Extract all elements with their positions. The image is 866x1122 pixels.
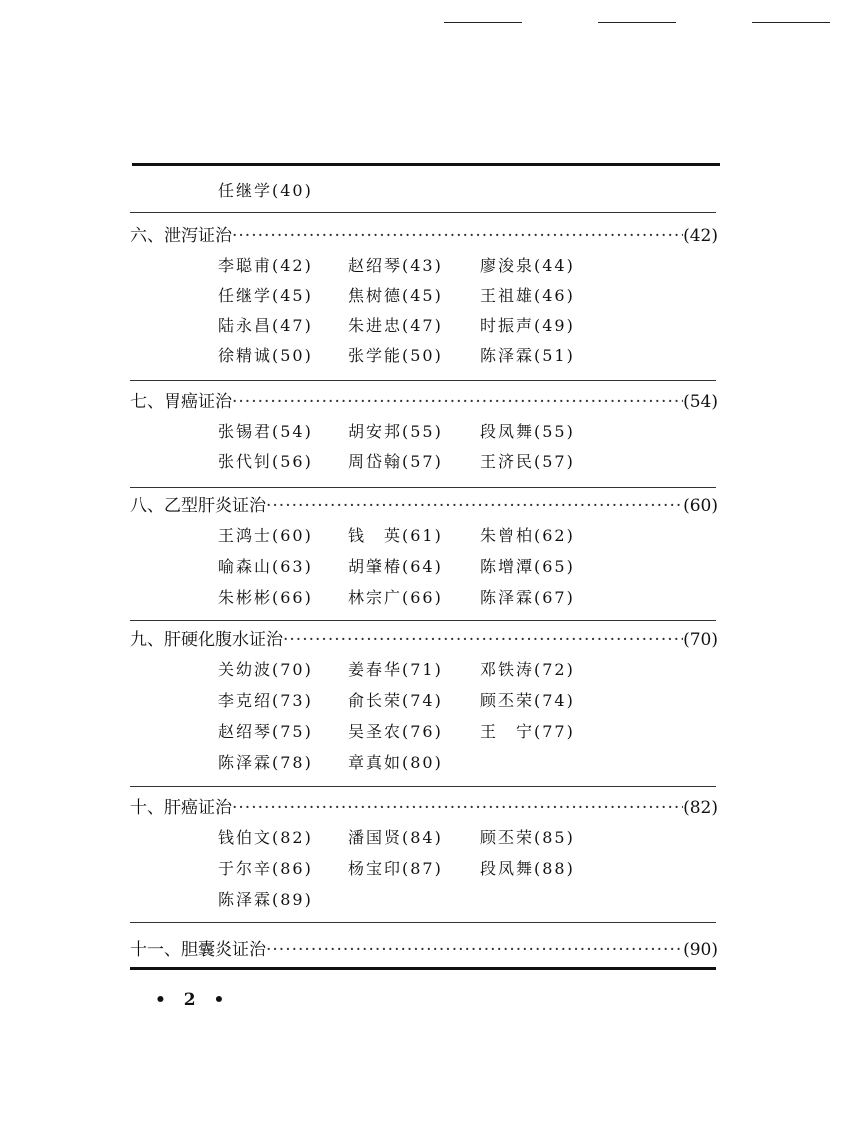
toc-entry: 任继学(40): [218, 181, 313, 200]
toc-entry: 于尔辛(86): [218, 859, 313, 878]
toc-entry: 段凤舞(88): [480, 859, 575, 878]
toc-entry: 潘国贤(84): [348, 828, 443, 847]
section-divider: [130, 620, 716, 621]
toc-entry: 陆永昌(47): [218, 316, 313, 335]
toc-entry: 张学能(50): [348, 346, 443, 365]
toc-entry: 赵绍琴(75): [218, 722, 313, 741]
toc-entry: 周岱翰(57): [348, 452, 443, 471]
section-divider: [130, 212, 716, 213]
toc-entry: 顾丕荣(85): [480, 828, 575, 847]
toc-entry: 王鸿士(60): [218, 526, 313, 545]
toc-entry: 段凤舞(55): [480, 422, 575, 441]
toc-entry: 邓铁涛(72): [480, 660, 575, 679]
toc-section-heading: [130, 939, 718, 961]
section-title: 十一、胆囊炎证治: [130, 940, 266, 960]
toc-entry: 朱曾柏(62): [480, 526, 575, 545]
section-page: (60): [683, 496, 718, 516]
toc-entry: 李聪甫(42): [218, 256, 313, 275]
leader-dots: [232, 391, 683, 413]
toc-entry: 关幼波(70): [218, 660, 313, 679]
toc-entry: 焦树德(45): [348, 286, 443, 305]
section-title: 九、肝硬化腹水证治: [130, 630, 283, 650]
toc-section-heading: [130, 225, 718, 247]
toc-entry: 赵绍琴(43): [348, 256, 443, 275]
toc-section-heading: [130, 797, 718, 819]
section-divider: [130, 922, 716, 923]
toc-entry: 李克绍(73): [218, 691, 313, 710]
toc-entry: 张代钊(56): [218, 452, 313, 471]
toc-entry: 姜春华(71): [348, 660, 443, 679]
section-title: 六、泄泻证治: [130, 226, 232, 246]
leader-dots: [232, 225, 683, 247]
toc-entry: 徐精诚(50): [218, 346, 313, 365]
toc-entry: 林宗广(66): [348, 588, 443, 607]
section-page: (42): [683, 226, 718, 246]
toc-entry: 陈泽霖(51): [480, 346, 575, 365]
section-page: (70): [683, 630, 718, 650]
header-thick-rule: [132, 163, 720, 166]
top-rule: [598, 22, 676, 23]
toc-entry: 吴圣农(76): [348, 722, 443, 741]
section-page: (90): [683, 940, 718, 960]
toc-entry: 任继学(45): [218, 286, 313, 305]
section-divider: [130, 487, 716, 488]
toc-entry: 陈泽霖(78): [218, 753, 313, 772]
section-title: 八、乙型肝炎证治: [130, 496, 266, 516]
section-title: 十、肝癌证治: [130, 798, 232, 818]
toc-entry: 杨宝印(87): [348, 859, 443, 878]
leader-dots: [232, 797, 683, 819]
section-divider: [130, 380, 716, 381]
leader-dots: [266, 939, 683, 961]
toc-section-heading: [130, 629, 718, 651]
section-page: (82): [683, 798, 718, 818]
section-page: (54): [683, 392, 718, 412]
section-title: 七、胃癌证治: [130, 392, 232, 412]
toc-entry: 陈泽霖(67): [480, 588, 575, 607]
toc-entry: 时振声(49): [480, 316, 575, 335]
toc-entry: 顾丕荣(74): [480, 691, 575, 710]
bottom-thick-rule: [130, 967, 716, 970]
toc-entry: 王祖雄(46): [480, 286, 575, 305]
toc-entry: 王济民(57): [480, 452, 575, 471]
toc-entry: 朱彬彬(66): [218, 588, 313, 607]
leader-dots: [283, 629, 683, 651]
top-rule: [752, 22, 830, 23]
toc-entry: 陈泽霖(89): [218, 890, 313, 909]
toc-entry: 喻森山(63): [218, 557, 313, 576]
section-divider: [130, 786, 716, 787]
toc-entry: 钱伯文(82): [218, 828, 313, 847]
page-number: • 2 •: [155, 990, 231, 1010]
toc-entry: 胡安邦(55): [348, 422, 443, 441]
toc-entry: 张锡君(54): [218, 422, 313, 441]
leader-dots: [266, 495, 683, 517]
toc-entry: 章真如(80): [348, 753, 443, 772]
toc-entry: 俞长荣(74): [348, 691, 443, 710]
toc-entry: 廖浚泉(44): [480, 256, 575, 275]
toc-section-heading: [130, 495, 718, 517]
toc-entry: 陈增潭(65): [480, 557, 575, 576]
toc-entry: 钱 英(61): [348, 526, 443, 545]
toc-section-heading: [130, 391, 718, 413]
toc-entry: 王 宁(77): [480, 722, 575, 741]
toc-entry: 朱进忠(47): [348, 316, 443, 335]
toc-entry: 胡肇椿(64): [348, 557, 443, 576]
top-rule: [444, 22, 522, 23]
